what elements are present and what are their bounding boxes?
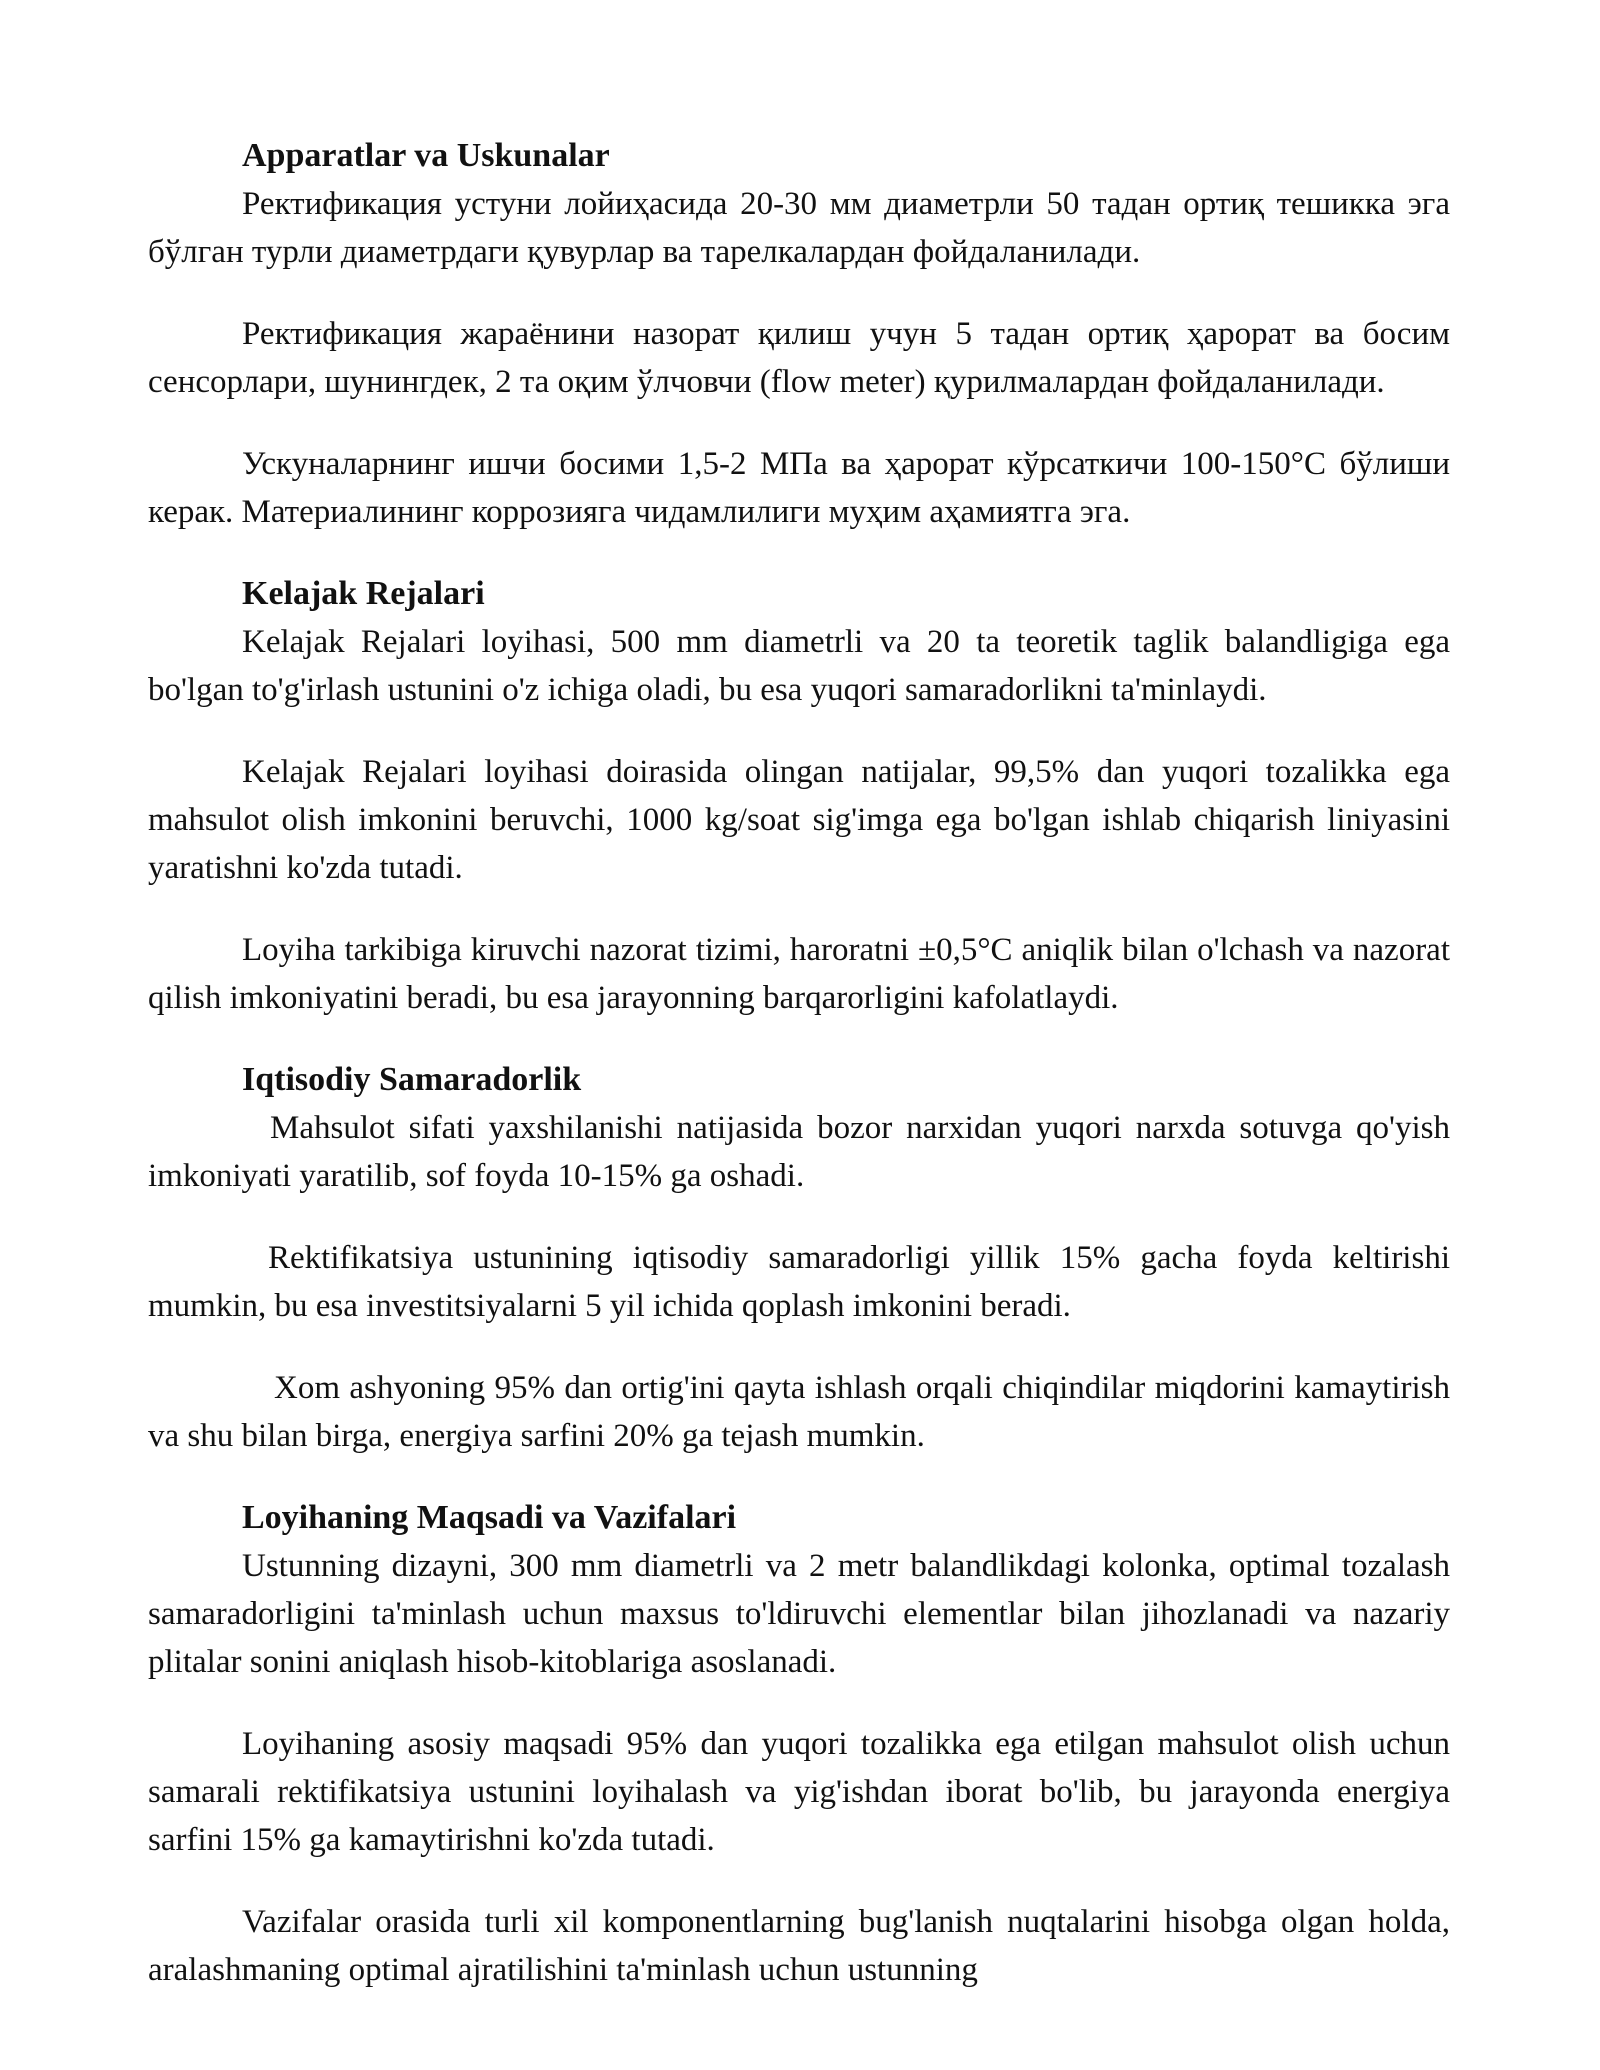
paragraph: Vazifalar orasida turli xil komponentlarning bug'lanish nuqtalarini hisobga olgan holda, aralashmaning optimal ajratilishini ta'minlash uchun ustunning	[148, 1904, 1450, 1988]
section-loyihaning-maqsadi	[148, 1494, 1450, 1994]
paragraph: Kelajak Rejalari loyihasi doirasida olingan natijalar, 99,5% dan yuqori tozalikka ega mahsulot olish imkonini beruvchi, 1000 kg/soat sig'imga ega bo'lgan ishlab chiqarish liniyasini yaratishni ko'zda tutadi.	[148, 754, 1450, 886]
section-kelajak-rejalari	[148, 570, 1450, 1022]
section-iqtisodiy-samaradorlik	[148, 1056, 1450, 1460]
paragraph: Ректификация жараёнини назорат қилиш учун 5 тадан ортиқ ҳарорат ва босим сенсорлари, шунингдек, 2 та оқим ўлчовчи (flow meter) қурилмалардан фойдаланилади.	[148, 316, 1450, 400]
section-title: Apparatlar va Uskunalar	[242, 137, 610, 174]
paragraph: Loyihaning asosiy maqsadi 95% dan yuqori tozalikka ega etilgan mahsulot olish uchun samarali rektifikatsiya ustunini loyihalash va yig'ishdan iborat bo'lib, bu jarayonda energiya sarfini 15% ga kamaytirishni ko'zda tutadi.	[148, 1726, 1450, 1858]
paragraph: Ректификация устуни лойиҳасида 20-30 мм диаметрли 50 тадан ортиқ тешикка эга бўлган турли диаметрдаги қувурлар ва тарелкалардан фойдаланилади.	[148, 186, 1450, 270]
paragraph: Xom ashyoning 95% dan ortig'ini qayta ishlash orqali chiqindilar miqdorini kamaytirish va shu bilan birga, energiya sarfini 20% ga tejash mumkin.	[148, 1370, 1450, 1454]
paragraph: Ускуналарнинг ишчи босими 1,5-2 МПа ва ҳарорат кўрсаткичи 100-150°C бўлиши керак. Материалининг коррозияга чидамлилиги муҳим аҳамиятга эга.	[148, 446, 1450, 530]
paragraph: Loyiha tarkibiga kiruvchi nazorat tizimi, haroratni ±0,5°C aniqlik bilan o'lchash va nazorat qilish imkoniyatini beradi, bu esa jarayonning barqarorligini kafolatlaydi.	[148, 932, 1450, 1016]
paragraph: Kelajak Rejalari loyihasi, 500 mm diametrli va 20 ta teoretik taglik balandligiga ega bo'lgan to'g'irlash ustunini o'z ichiga oladi, bu esa yuqori samaradorlikni ta'minlaydi.	[148, 624, 1450, 708]
section-title: Kelajak Rejalari	[242, 575, 485, 612]
paragraph: Ustunning dizayni, 300 mm diametrli va 2 metr balandlikdagi kolonka, optimal tozalash samaradorligini ta'minlash uchun maxsus to'ldiruvchi elementlar bilan jihozlanadi va nazariy plitalar sonini aniqlash hisob-kitoblariga asoslanadi.	[148, 1548, 1450, 1680]
section-apparatlar	[148, 132, 1450, 536]
section-title: Loyihaning Maqsadi va Vazifalari	[242, 1499, 737, 1536]
section-title: Iqtisodiy Samaradorlik	[242, 1061, 582, 1098]
document-page	[148, 132, 1450, 2028]
paragraph: Mahsulot sifati yaxshilanishi natijasida bozor narxidan yuqori narxda sotuvga qo'yish imkoniyati yaratilib, sof foyda 10-15% ga oshadi.	[148, 1110, 1450, 1194]
paragraph: Rektifikatsiya ustunining iqtisodiy samaradorligi yillik 15% gacha foyda keltirishi mumkin, bu esa investitsiyalarni 5 yil ichida qoplash imkonini beradi.	[148, 1240, 1450, 1324]
